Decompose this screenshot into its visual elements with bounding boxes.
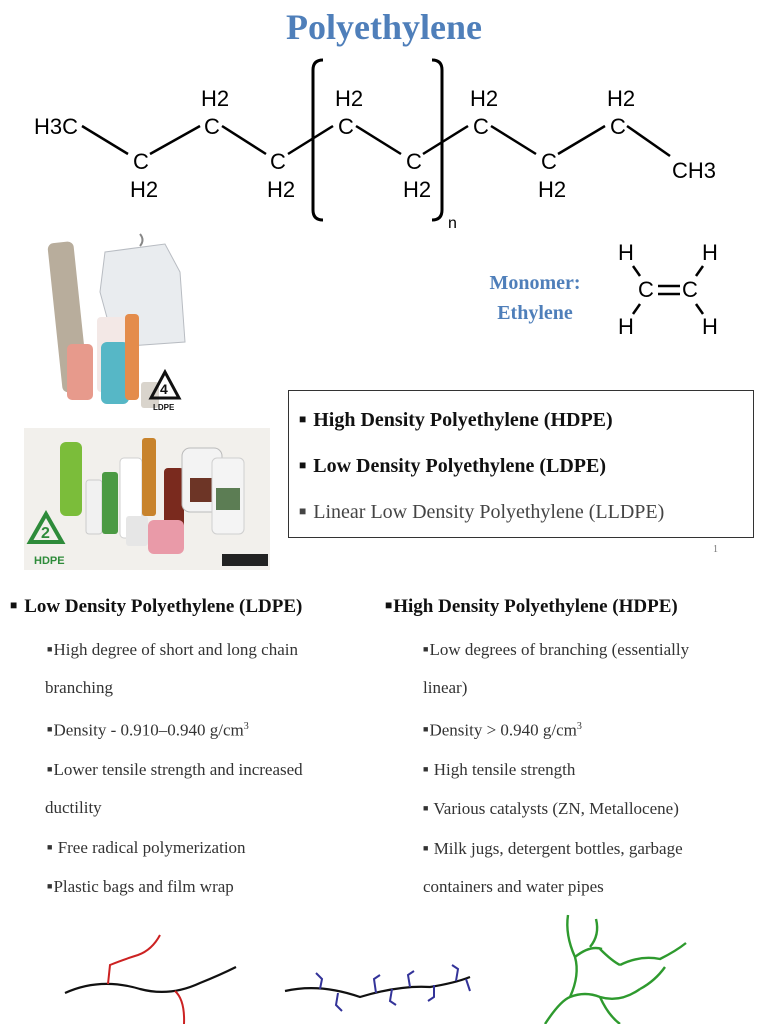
page-title: Polyethylene	[286, 7, 482, 47]
square-bullet-icon: ■	[47, 763, 53, 774]
carbon-label: C	[541, 149, 557, 174]
recycling-code-label: LDPE	[153, 403, 175, 412]
ethylene-structure-diagram	[600, 236, 740, 342]
h2-label: H2	[201, 86, 230, 111]
h2-label: H2	[130, 177, 159, 202]
hydrogen-label: H	[618, 240, 634, 265]
square-bullet-icon: ■	[10, 598, 18, 612]
type-item-lldpe: ■ Linear Low Density Polyethylene (LLDPE)	[299, 501, 665, 523]
list-item: ■Lower tensile strength and increased	[47, 759, 303, 779]
hdpe-properties-list	[423, 630, 753, 907]
ldpe-products-photo	[45, 232, 210, 412]
list-item: ■Density > 0.940 $g/cm^3$	[423, 720, 582, 740]
carbon-label: C	[406, 149, 422, 174]
repeat-subscript: n	[448, 215, 457, 232]
hydrogen-label: H	[618, 314, 634, 339]
hdpe-heading: ■High Density Polyethylene (HDPE)	[385, 596, 678, 617]
hdpe-chain-diagram	[545, 915, 686, 1024]
ldpe-heading: ■ Low Density Polyethylene (LDPE)	[10, 596, 303, 617]
carbon-label: C	[638, 277, 654, 302]
h2-label: H2	[335, 86, 364, 111]
carbon-label: C	[270, 149, 286, 174]
square-bullet-icon: ■	[47, 644, 53, 654]
h2-label: H2	[607, 86, 636, 111]
list-item-continuation: ductility	[45, 798, 102, 818]
recycling-code-4-icon	[151, 372, 179, 412]
left-bracket	[313, 60, 323, 220]
monomer-label-line2: Ethylene	[497, 302, 573, 324]
square-bullet-icon: ■	[299, 412, 307, 426]
carbon-label: C	[682, 277, 698, 302]
list-item: ■ Various catalysts (ZN, Metallocene)	[423, 799, 679, 819]
hdpe-products-photo	[24, 428, 270, 570]
square-bullet-icon: ■	[299, 504, 307, 518]
carbon-label: C	[204, 114, 220, 139]
right-bracket	[432, 60, 442, 220]
h2-label: H2	[267, 177, 296, 202]
recycling-code-number: 2	[41, 525, 50, 542]
recycling-code-number: 4	[160, 381, 168, 397]
square-bullet-icon: ■	[385, 598, 393, 612]
square-bullet-icon: ■	[423, 724, 429, 735]
type-item-ldpe: ■ Low Density Polyethylene (LDPE)	[299, 455, 607, 477]
list-item: ■Plastic bags and film wrap	[47, 877, 234, 897]
page-number: 1	[713, 544, 718, 555]
h2-label: H2	[538, 177, 567, 202]
list-item-continuation: linear)	[423, 678, 468, 698]
recycling-code-label: HDPE	[34, 555, 65, 567]
square-bullet-icon: ■	[47, 841, 53, 852]
square-bullet-icon: ■	[423, 842, 429, 853]
monomer-label	[470, 268, 600, 328]
h2-label: H2	[403, 177, 432, 202]
bond-lines	[82, 126, 670, 156]
list-item: ■Density - 0.910–0.940 $g/cm^3$	[47, 720, 249, 740]
carbon-label: C	[338, 114, 354, 139]
end-group-left: H3C	[34, 114, 79, 139]
carbon-label: C	[610, 114, 626, 139]
list-item: ■ Free radical polymerization	[47, 837, 246, 857]
type-item-hdpe: ■ High Density Polyethylene (HDPE)	[299, 409, 613, 431]
polyethylene-structure-diagram	[20, 52, 740, 232]
carbon-label: C	[133, 149, 149, 174]
end-group-right: CH3	[672, 158, 717, 183]
ldpe-chain-diagram	[65, 935, 236, 1024]
list-item-continuation: containers and water pipes	[423, 877, 604, 897]
square-bullet-icon: ■	[423, 803, 429, 814]
polyethylene-types-box	[288, 390, 754, 538]
list-item: ■ High tensile strength	[423, 759, 576, 779]
ldpe-properties-list	[47, 630, 372, 907]
square-bullet-icon: ■	[423, 763, 429, 774]
hydrogen-label: H	[702, 314, 718, 339]
square-bullet-icon: ■	[423, 644, 429, 654]
carbon-label: C	[473, 114, 489, 139]
list-item: ■High degree of short and long chain	[47, 640, 298, 659]
square-bullet-icon: ■	[299, 458, 307, 472]
list-item: ■ Milk jugs, detergent bottles, garbage	[423, 838, 683, 858]
hydrogen-label: H	[702, 240, 718, 265]
list-item: ■Low degrees of branching (essentially	[423, 640, 690, 659]
monomer-label-line1: Monomer:	[489, 272, 581, 294]
polymer-chain-illustrations	[0, 905, 768, 1024]
square-bullet-icon: ■	[47, 724, 53, 735]
h2-label: H2	[470, 86, 499, 111]
lldpe-chain-diagram	[285, 965, 470, 1011]
list-item-continuation: branching	[45, 678, 113, 698]
square-bullet-icon: ■	[47, 881, 53, 892]
